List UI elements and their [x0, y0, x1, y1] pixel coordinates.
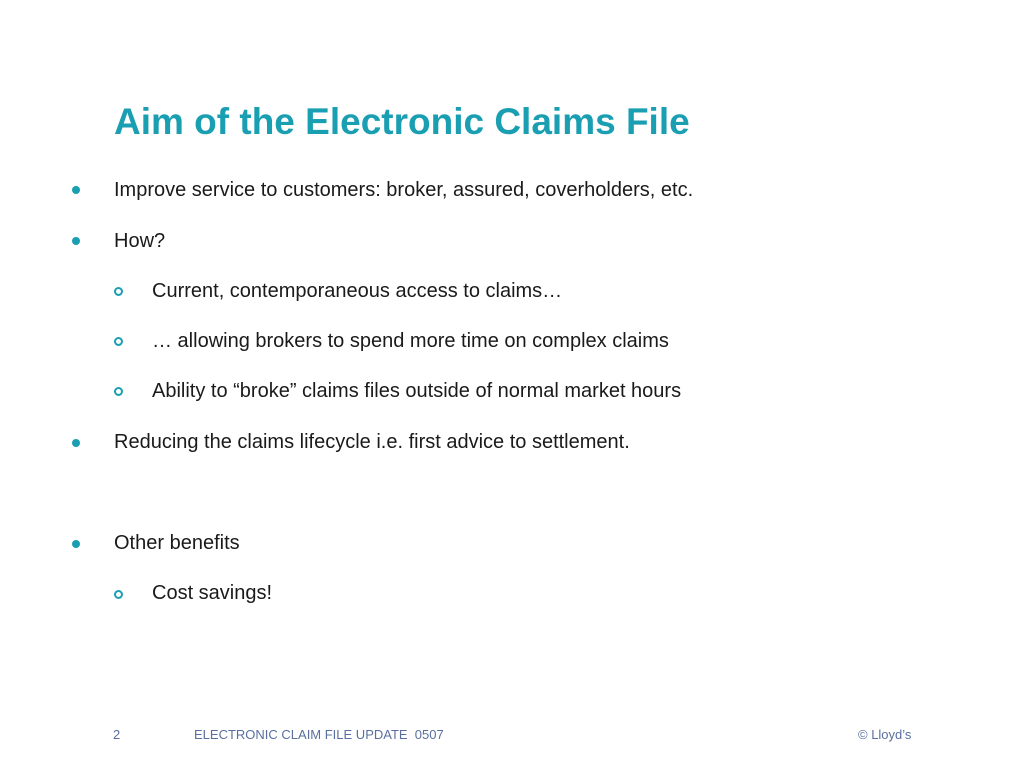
bullet-item: Improve service to customers: broker, assured, coverholders, etc. — [114, 179, 694, 201]
sub-bullet-ring-icon — [114, 590, 123, 599]
sub-bullet-item: Current, contemporaneous access to claims… — [152, 280, 563, 302]
bullet-dot-icon — [72, 540, 80, 548]
sub-bullet-ring-icon — [114, 287, 123, 296]
footer-document-title: ELECTRONIC CLAIM FILE UPDATE 0507 — [194, 727, 444, 742]
footer-copyright: © Lloyd’s — [858, 727, 912, 742]
sub-bullet-item: … allowing brokers to spend more time on complex claims — [152, 330, 669, 352]
bullet-item: Other benefits — [114, 532, 240, 554]
bullet-item: How? — [114, 230, 166, 252]
sub-bullet-ring-icon — [114, 387, 123, 396]
slide-title: Aim of the Electronic Claims File — [114, 101, 690, 142]
sub-bullet-item: Ability to “broke” claims files outside of normal market hours — [152, 380, 682, 402]
bullet-dot-icon — [72, 439, 80, 447]
bullet-dot-icon — [72, 237, 80, 245]
sub-bullet-item: Cost savings! — [152, 582, 273, 604]
footer-page-number: 2 — [113, 727, 121, 742]
bullet-item: Reducing the claims lifecycle i.e. first advice to settlement. — [114, 431, 630, 453]
sub-bullet-ring-icon — [114, 337, 123, 346]
bullet-dot-icon — [72, 186, 80, 194]
